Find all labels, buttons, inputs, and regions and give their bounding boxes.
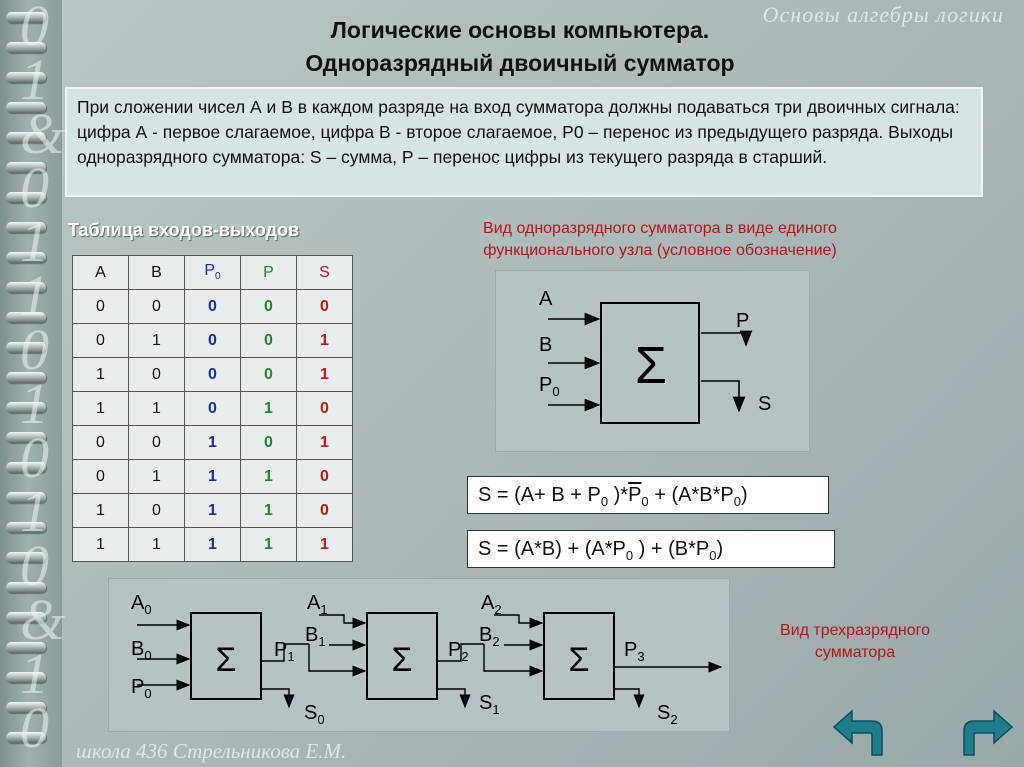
label-p2: $P_2$: [448, 639, 469, 664]
back-arrow-icon: [832, 709, 888, 759]
sigma-symbol-1: Σ: [391, 641, 413, 679]
three-bit-adder-diagram: [108, 578, 730, 732]
label-s: S: [758, 393, 772, 415]
table-cell: 1: [129, 324, 185, 358]
table-cell: 1: [297, 528, 353, 562]
header-watermark: Основы алгебры логики: [762, 2, 1004, 27]
caption-line: сумматора: [814, 644, 896, 661]
label-a: A: [539, 288, 553, 310]
table-cell: 0: [241, 358, 297, 392]
table-cell: 1: [297, 324, 353, 358]
label-s0: $S_0$: [304, 702, 325, 727]
sigma-symbol-0: Σ: [215, 641, 237, 679]
sigma-symbol-2: Σ: [568, 641, 590, 679]
table-cell: 0: [129, 494, 185, 528]
three-bit-caption: [745, 620, 965, 664]
table-cell: 0: [73, 290, 129, 324]
watermark-digit: 1: [20, 47, 49, 112]
table-row: [73, 290, 353, 324]
table-header-cell: S: [297, 256, 353, 290]
table-cell: 0: [185, 290, 241, 324]
table-cell: 0: [73, 426, 129, 460]
table-row: [73, 392, 353, 426]
table-cell: 1: [129, 392, 185, 426]
table-cell: 0: [129, 290, 185, 324]
watermark-digit: 0: [20, 425, 49, 490]
label-p1: $P_1$: [274, 639, 295, 664]
table-cell: 0: [241, 290, 297, 324]
footer-watermark: школа 436 Стрельникова Е.М.: [76, 739, 347, 763]
table-cell: 0: [185, 324, 241, 358]
watermark-digit: 1: [20, 641, 49, 706]
table-cell: 1: [185, 528, 241, 562]
label-p: P: [736, 310, 750, 332]
sum-line: [437, 689, 465, 707]
title-line-2: Одноразрядный двоичный сумматор: [305, 50, 735, 76]
table-cell: 1: [185, 426, 241, 460]
output-line-s: [701, 381, 739, 411]
table-cell: 1: [129, 460, 185, 494]
formula-2: $S = (A*B) + (A*P_0$ ) + $(B*P_0)$: [467, 530, 835, 568]
table-cell: 0: [297, 290, 353, 324]
label-b1: $B_1$: [305, 624, 326, 649]
label-s1: $S_1$: [479, 692, 500, 717]
back-button[interactable]: [832, 709, 888, 759]
label-a2: $A_2$: [481, 592, 502, 617]
watermark-digit: 0: [20, 695, 49, 760]
output-line-p: [701, 333, 746, 345]
table-row: [73, 426, 353, 460]
table-cell: 0: [241, 324, 297, 358]
watermark-digit: 1: [20, 263, 49, 328]
table-cell: 1: [73, 494, 129, 528]
table-row: [73, 324, 353, 358]
table-cell: 1: [185, 460, 241, 494]
table-cell: 1: [297, 358, 353, 392]
table-cell: 1: [241, 494, 297, 528]
table-row: [73, 528, 353, 562]
table-row: [73, 460, 353, 494]
table-cell: 0: [73, 324, 129, 358]
table-cell: 0: [241, 426, 297, 460]
caption-line: функционального узла (условное обозначение): [483, 242, 837, 259]
table-header-cell: B: [129, 256, 185, 290]
table-cell: 1: [73, 358, 129, 392]
single-adder-caption: [425, 218, 895, 262]
single-adder-diagram: [495, 270, 810, 452]
caption-line: Вид трехразрядного: [780, 622, 930, 639]
label-b2: $B_2$: [479, 624, 500, 649]
table-cell: 1: [297, 426, 353, 460]
table-cell: 1: [73, 528, 129, 562]
table-cell: 0: [129, 358, 185, 392]
table-row: [73, 494, 353, 528]
watermark-digit: 0: [20, 317, 49, 382]
table-cell: 1: [185, 494, 241, 528]
table-cell: 0: [297, 494, 353, 528]
label-s2: $S_2$: [657, 702, 678, 727]
table-header-cell: P: [241, 256, 297, 290]
table-cell: 1: [241, 528, 297, 562]
page-title: [220, 14, 820, 80]
table-cell: 1: [241, 392, 297, 426]
table-cell: 1: [129, 528, 185, 562]
forward-button[interactable]: [958, 709, 1014, 759]
table-cell: 1: [241, 460, 297, 494]
table-cell: 0: [297, 392, 353, 426]
watermark-digit: 1: [20, 209, 49, 274]
watermark-digit: 1: [20, 479, 49, 544]
three-bit-adder-svg: [109, 579, 729, 731]
table-cell: 0: [185, 358, 241, 392]
watermark-digit: &: [20, 101, 66, 166]
table-cell: 0: [185, 392, 241, 426]
watermark-digit: 0: [20, 533, 49, 598]
label-p0: $P_0$: [539, 374, 560, 399]
table-cell: 0: [129, 426, 185, 460]
intro-text: При сложении чисел А и В в каждом разряде на вход сумматора должны подаваться три двоичных сигнала: цифра А - первое слагаемое, цифра В - второе слагаемое, Р0 – перенос из предыдущего разряда. Выходы одноразрядного сумматора: S – сумма, Р – перенос цифры из текущего разряда в старший.: [65, 87, 983, 197]
table-cell: 1: [73, 392, 129, 426]
truth-table: [72, 255, 353, 562]
watermark-digit: 0: [20, 155, 49, 220]
title-line-1: Логические основы компьютера.: [330, 17, 710, 43]
single-adder-svg: [496, 271, 809, 451]
table-header-cell: A: [73, 256, 129, 290]
watermark-digit: &: [20, 587, 66, 652]
caption-line: Вид одноразрядного сумматора в виде единого: [483, 220, 837, 237]
label-p3: $P_3$: [624, 639, 645, 664]
label-a0: $A_0$: [131, 592, 152, 617]
forward-arrow-icon: [958, 709, 1014, 759]
label-p0: $P_0$: [131, 676, 152, 701]
table-cell: 0: [73, 460, 129, 494]
sum-line: [261, 689, 289, 707]
label-a1: $A_1$: [307, 592, 328, 617]
watermark-digit: 1: [20, 371, 49, 436]
label-b: B: [539, 334, 553, 356]
watermark-digit: 0: [20, 0, 49, 58]
table-row: [73, 358, 353, 392]
sigma-symbol: Σ: [634, 337, 668, 395]
label-b0: $B_0$: [131, 638, 152, 663]
sum-line: [614, 689, 639, 707]
table-header-cell: $P_0$: [185, 256, 241, 290]
formula-1: $S = (A+ B + P_0$ )$*\overline{P}_0 + (A*B*P_0)$: [467, 476, 829, 514]
table-cell: 0: [297, 460, 353, 494]
table-title: Таблица входов-выходов: [68, 220, 300, 240]
table-header-row: [73, 256, 353, 290]
